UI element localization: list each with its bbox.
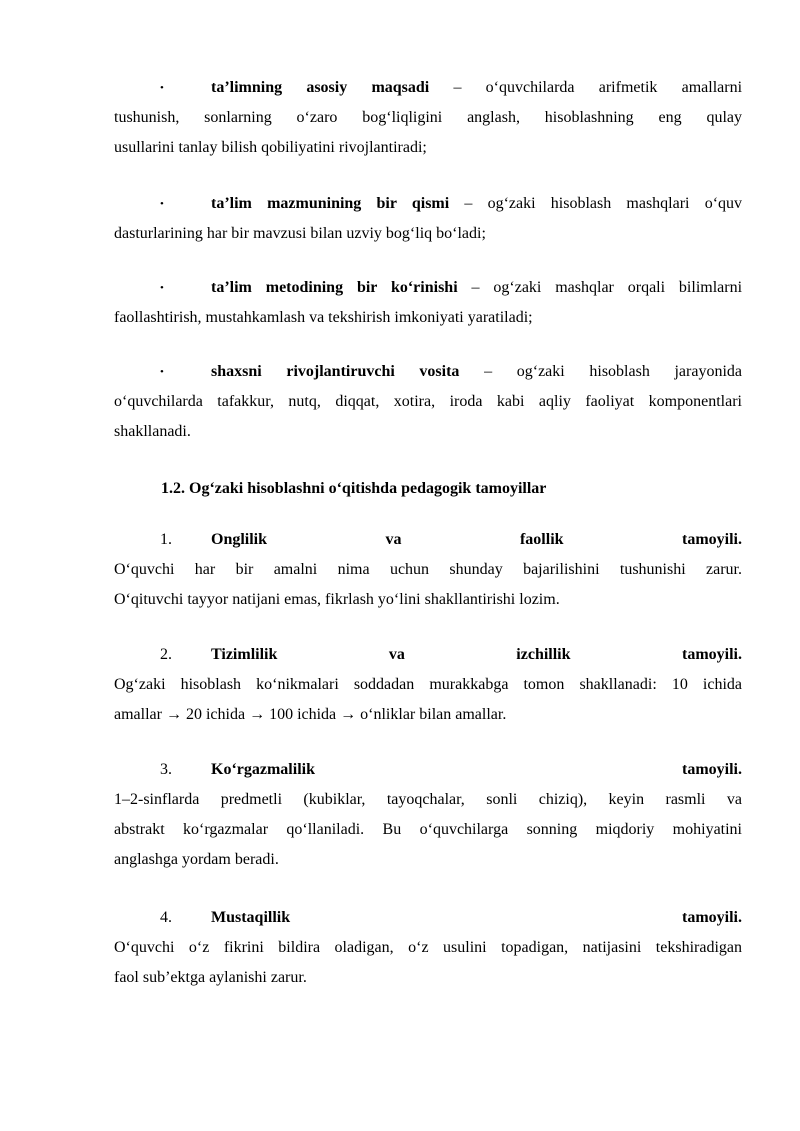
bullet-term: ta’lim mazmunining bir qismi (211, 195, 450, 212)
text-line: tushunish, sonlarning o‘zaro bog‘liqligini anglash, hisoblashning eng qulay (114, 109, 742, 126)
text-line: dasturlarining har bir mavzusi bilan uzviy bog‘liq bo‘ladi; (114, 225, 486, 242)
bullet-text: – og‘zaki hisoblash jarayonida (484, 363, 742, 380)
principle-item (114, 640, 742, 730)
bullet-text: – o‘quvchilarda arifmetik amallarni (453, 79, 743, 96)
bullet-text: – og‘zaki hisoblash mashqlari o‘quv (464, 195, 743, 212)
text-line: usullarini tanlay bilish qobiliyatini rivojlantiradi; (114, 139, 427, 156)
principle-title: Ko‘rgazmalilik tamoyili. (211, 761, 742, 778)
bullet-marker: • (160, 366, 164, 378)
bullet-marker: • (160, 198, 164, 210)
text-line: O‘qituvchi tayyor natijani emas, fikrlash yo‘lini shakllantirishi lozim. (114, 591, 560, 608)
text-line: Og‘zaki hisoblash ko‘nikmalari soddadan murakkabga tomon shakllanadi: 10 ichida (114, 676, 742, 693)
section-heading: 1.2. Og‘zaki hisoblashni o‘qitishda pedagogik tamoyillar (161, 480, 547, 497)
principle-item (114, 755, 742, 875)
text-line: shakllanadi. (114, 423, 191, 440)
bullet-item (114, 273, 742, 333)
bullet-term: ta’limning asosiy maqsadi (211, 79, 430, 96)
principle-number: 2. (160, 646, 172, 663)
text-line: anglashga yordam beradi. (114, 851, 279, 868)
bullet-item (114, 357, 742, 447)
principle-number: 3. (160, 761, 172, 778)
principle-item (114, 525, 742, 615)
bullet-item (114, 73, 742, 163)
bullet-text: – og‘zaki mashqlar orqali bilimlarni (471, 279, 743, 296)
text-line: abstrakt ko‘rgazmalar qo‘llaniladi. Bu o‘quvchilarga sonning miqdoriy mohiyatini (114, 821, 742, 838)
principle-title: Onglilik va faollik tamoyili. (211, 531, 742, 548)
text-line: o‘quvchilarda tafakkur, nutq, diqqat, xotira, iroda kabi aqliy faoliyat komponentlari (114, 393, 742, 410)
bullet-marker: • (160, 282, 164, 294)
text-line: amallar → 20 ichida → 100 ichida → o‘nliklar bilan amallar. (114, 706, 507, 723)
bullet-term: ta’lim metodining bir ko‘rinishi (211, 279, 458, 296)
principle-number: 4. (160, 909, 172, 926)
bullet-item (114, 189, 742, 249)
bullet-marker: • (160, 82, 164, 94)
text-line: faollashtirish, mustahkamlash va tekshirish imkoniyati yaratiladi; (114, 309, 533, 326)
text-line: faol sub’ektga aylanishi zarur. (114, 969, 307, 986)
text-line: O‘quvchi har bir amalni nima uchun shunday bajarilishini tushunishi zarur. (114, 561, 742, 578)
text-line: O‘quvchi o‘z fikrini bildira oladigan, o‘z usulini topadigan, natijasini tekshiradigan (114, 939, 742, 956)
principle-item (114, 903, 742, 993)
principle-title: Tizimlilik va izchillik tamoyili. (211, 646, 742, 663)
text-line: 1–2-sinflarda predmetli (kubiklar, tayoqchalar, sonli chiziq), keyin rasmli va (114, 791, 742, 808)
principle-title: Mustaqillik tamoyili. (211, 909, 742, 926)
principle-number: 1. (160, 531, 172, 548)
bullet-term: shaxsni rivojlantiruvchi vosita (211, 363, 460, 380)
